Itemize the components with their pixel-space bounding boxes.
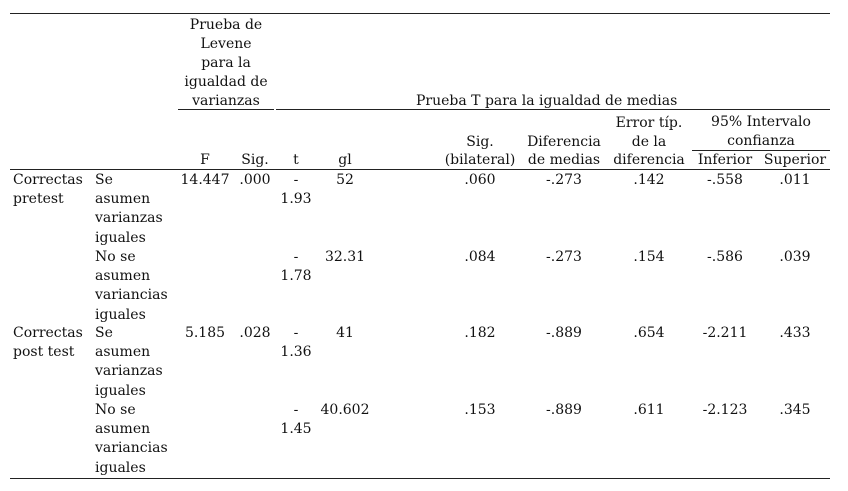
- cell-ci-upper: .345: [779, 402, 811, 418]
- std-error-header: diferencia: [613, 152, 685, 168]
- cell-sig: .028: [239, 325, 271, 341]
- diff-means-header: Diferencia: [527, 134, 601, 150]
- cell-sig: .000: [239, 172, 271, 188]
- col-header-t: t: [293, 152, 299, 168]
- group-label: post test: [13, 344, 75, 361]
- std-error-header: de la: [631, 134, 667, 150]
- variance-assumption: varianzas: [95, 210, 163, 227]
- levene-header-line: igualdad de: [184, 74, 268, 90]
- variance-assumption: iguales: [95, 229, 146, 246]
- col-header-gl: gl: [338, 152, 352, 168]
- ci-header-line: 95% Intervalo: [711, 114, 811, 130]
- diff-means-header: de medias: [527, 152, 601, 168]
- cell-t: -: [293, 325, 299, 341]
- variance-assumption: varianzas: [95, 363, 163, 380]
- cell-std-error: .142: [633, 172, 665, 188]
- levene-header-line: varianzas: [192, 93, 260, 109]
- cell-ci-lower: -2.123: [702, 402, 748, 418]
- variance-assumption: iguales: [95, 459, 146, 476]
- std-error-header: Error típ.: [615, 115, 683, 131]
- sig-bilateral-header: Sig.: [466, 134, 494, 150]
- cell-ci-lower: -.586: [707, 249, 743, 265]
- cell-std-error: .611: [633, 402, 665, 418]
- cell-ci-lower: -2.211: [702, 325, 748, 341]
- variance-assumption: asumen: [95, 344, 151, 361]
- levene-header-line: Prueba de: [189, 17, 263, 33]
- col-header-superior: Superior: [763, 152, 827, 168]
- variance-assumption: Se: [95, 325, 113, 341]
- cell-diff: -.273: [546, 172, 582, 188]
- cell-sig-bil: .084: [464, 249, 496, 265]
- levene-header-line: Levene: [200, 36, 252, 52]
- cell-ci-upper: .433: [779, 325, 811, 341]
- variance-assumption: iguales: [95, 306, 146, 323]
- variance-assumption: asumen: [95, 191, 151, 208]
- cell-std-error: .654: [633, 325, 665, 341]
- cell-std-error: .154: [633, 249, 665, 265]
- group-label: Correctas: [13, 325, 83, 341]
- col-header-f: F: [200, 152, 210, 168]
- cell-ci-lower: -.558: [707, 172, 743, 188]
- cell-t: 1.45: [280, 421, 312, 438]
- cell-gl: 52: [336, 172, 354, 188]
- cell-gl: 41: [336, 325, 354, 341]
- cell-sig-bil: .060: [464, 172, 496, 188]
- variance-assumption: variancias: [95, 440, 168, 457]
- cell-f: 5.185: [184, 325, 226, 341]
- sig-bilateral-header: (bilateral): [444, 152, 516, 168]
- ttest-header: Prueba T para la igualdad de medias: [416, 93, 678, 109]
- cell-sig-bil: .182: [464, 325, 496, 341]
- col-header-inferior: Inferior: [697, 152, 753, 168]
- variance-assumption: No se: [95, 249, 136, 265]
- group-label: pretest: [13, 191, 64, 208]
- cell-t: 1.78: [280, 268, 312, 285]
- variance-assumption: iguales: [95, 382, 146, 399]
- table-bottom-rule: [10, 478, 830, 479]
- table-top-rule: [10, 13, 830, 14]
- cell-diff: -.273: [546, 249, 582, 265]
- cell-gl: 40.602: [320, 402, 370, 418]
- variance-assumption: No se: [95, 402, 136, 418]
- variance-assumption: Se: [95, 172, 113, 188]
- variance-assumption: asumen: [95, 268, 151, 285]
- cell-f: 14.447: [180, 172, 230, 188]
- cell-t: -: [293, 172, 299, 188]
- levene-header-line: para la: [201, 55, 251, 71]
- cell-gl: 32.31: [324, 249, 366, 265]
- group-label: Correctas: [13, 172, 83, 188]
- variance-assumption: asumen: [95, 421, 151, 438]
- cell-t: 1.93: [280, 191, 312, 208]
- variance-assumption: variancias: [95, 287, 168, 304]
- cell-diff: -.889: [546, 402, 582, 418]
- cell-diff: -.889: [546, 325, 582, 341]
- cell-ci-upper: .011: [779, 172, 811, 188]
- cell-ci-upper: .039: [779, 249, 811, 265]
- cell-sig-bil: .153: [464, 402, 496, 418]
- cell-t: -: [293, 402, 299, 418]
- ci-header-line: confianza: [727, 133, 795, 149]
- col-header-sig: Sig.: [241, 152, 269, 168]
- cell-t: 1.36: [280, 344, 312, 361]
- cell-t: -: [293, 249, 299, 265]
